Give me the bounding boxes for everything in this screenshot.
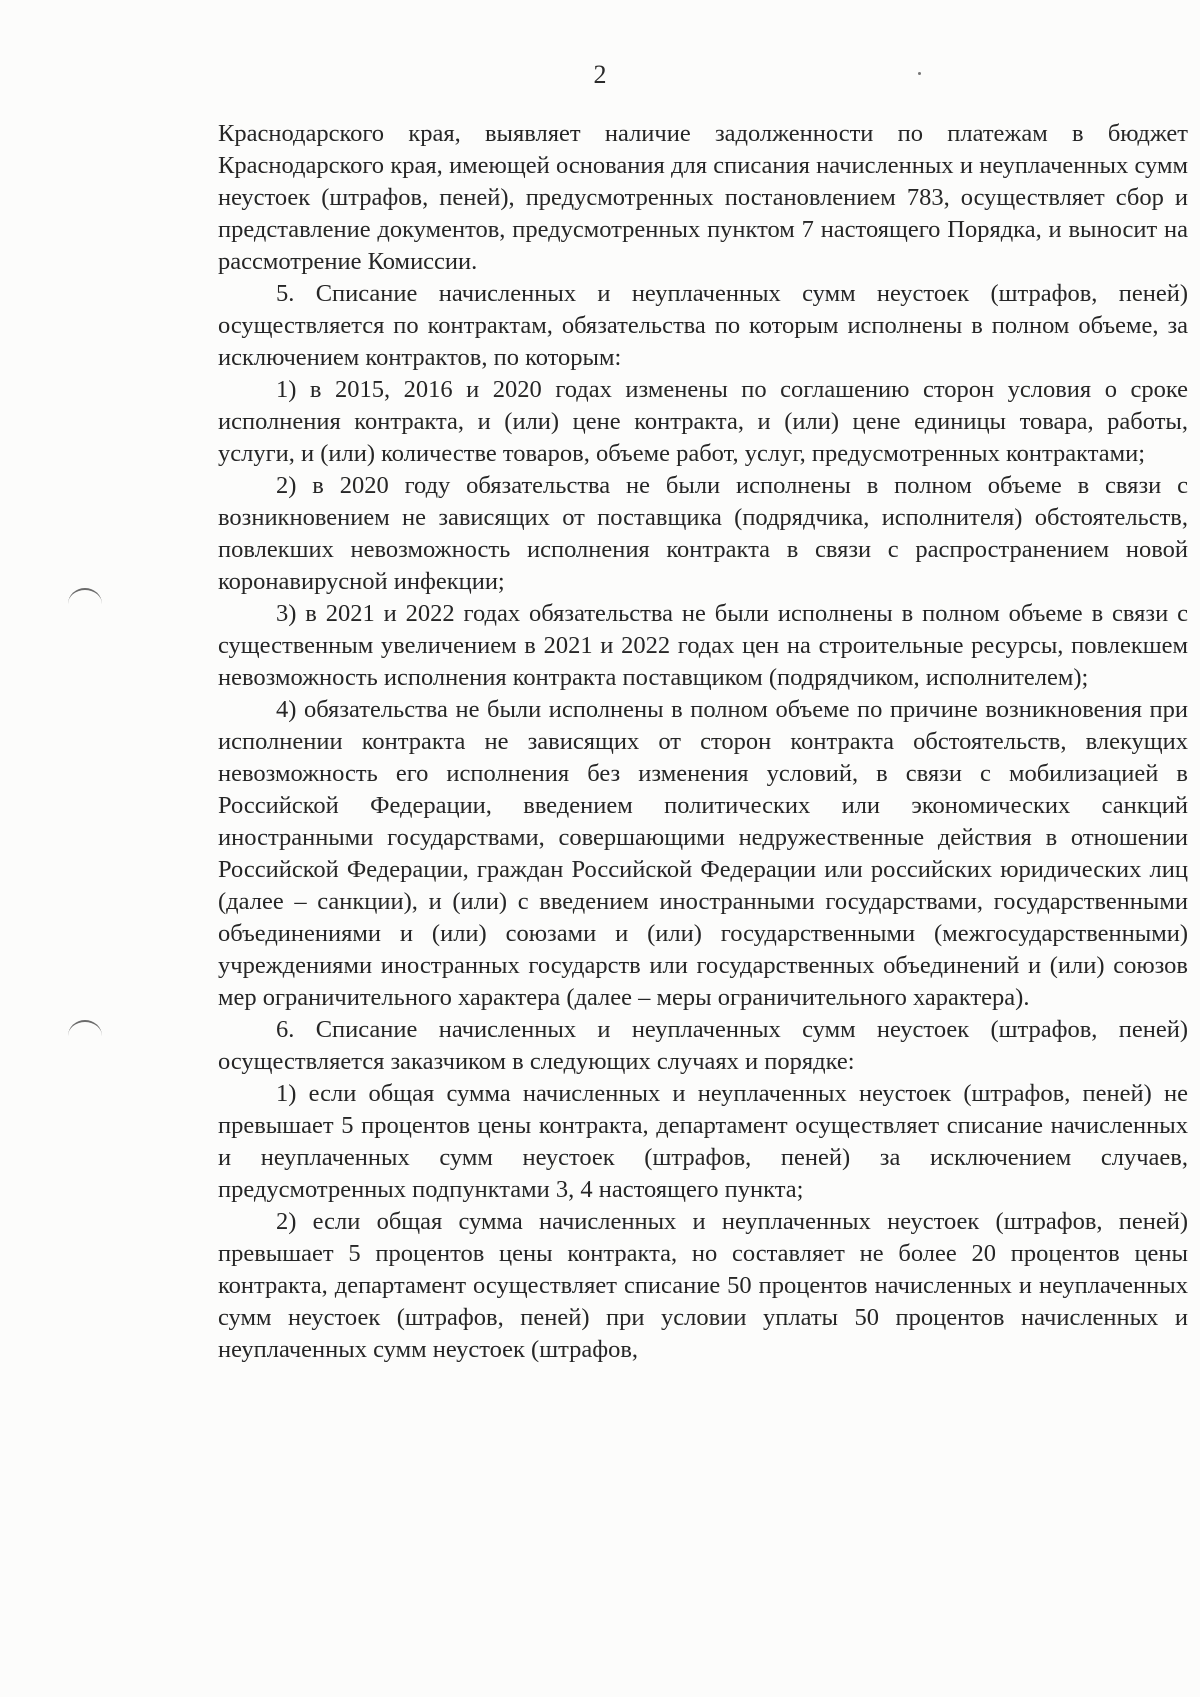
scan-speck xyxy=(918,72,921,75)
hole-punch-mark-upper xyxy=(68,588,102,604)
paragraph-item-5-4: 4) обязательства не были исполнены в полном объеме по причине возникновения при исполнении контракта не зависящих от сторон контракта обстоятельств, влекущих невозможность его исполнения без изменения условий, в связи с мобилизацией в Российской Федерации, введением политических или экономических санкций иностранными государствами, совершающими недружественные действия в отношении Российской Федерации, граждан Российской Федерации или российских юридических лиц (далее – санкции), и (или) с введением иностранными государствами, государственными объединениями и (или) союзами и (или) государственными (межгосударственными) учреждениями иностранных государств или государственных объединений и (или) союзов мер ограничительного характера (далее – меры ограничительного характера). xyxy=(218,696,1188,1011)
paragraph-item-5: 5. Списание начисленных и неуплаченных сумм неустоек (штрафов, пеней) осуществляется по контрактам, обязательства по которым исполнены в полном объеме, за исключением контрактов, по которым: xyxy=(218,280,1188,371)
paragraph-item-5-3: 3) в 2021 и 2022 годах обязательства не были исполнены в полном объеме в связи с существенным увеличением в 2021 и 2022 годах цен на строительные ресурсы, повлекшем невозможность исполнения контракта поставщиком (подрядчиком, исполнителем); xyxy=(218,600,1188,691)
paragraph-item-6-2: 2) если общая сумма начисленных и неуплаченных неустоек (штрафов, пеней) превышает 5 процентов цены контракта, но составляет не более 20 процентов цены контракта, департамент осуществляет списание 50 процентов начисленных и неуплаченных сумм неустоек (штрафов, пеней) при условии уплаты 50 процентов начисленных и неуплаченных сумм неустоек (штрафов, xyxy=(218,1208,1188,1363)
page-number: 2 xyxy=(593,60,607,89)
hole-punch-mark-lower xyxy=(68,1020,102,1036)
paragraph-item-5-2: 2) в 2020 году обязательства не были исполнены в полном объеме в связи с возникновением не зависящих от поставщика (подрядчика, исполнителя) обстоятельств, повлекших невозможность исполнения контракта в связи с распространением новой коронавирусной инфекции; xyxy=(218,472,1188,595)
paragraph-item-6: 6. Списание начисленных и неуплаченных сумм неустоек (штрафов, пеней) осуществляется заказчиком в следующих случаях и порядке: xyxy=(218,1016,1188,1075)
paragraph-item-5-1: 1) в 2015, 2016 и 2020 годах изменены по соглашению сторон условия о сроке исполнения контракта, и (или) цене контракта, и (или) цене единицы товара, работы, услуги, и (или) количестве товаров, объеме работ, услуг, предусмотренных контрактами; xyxy=(218,376,1188,467)
paragraph-continuation: Краснодарского края, выявляет наличие задолженности по платежам в бюджет Краснодарского края, имеющей основания для списания начисленных и неуплаченных сумм неустоек (штрафов, пеней), предусмотренных постановлением 783, осуществляет сбор и представление документов, предусмотренных пунктом 7 настоящего Порядка, и выносит на рассмотрение Комиссии. xyxy=(218,120,1188,275)
document-body xyxy=(218,118,1188,1366)
paragraph-item-6-1: 1) если общая сумма начисленных и неуплаченных неустоек (штрафов, пеней) не превышает 5 процентов цены контракта, департамент осуществляет списание начисленных и неуплаченных сумм неустоек (штрафов, пеней) за исключением случаев, предусмотренных подпунктами 3, 4 настоящего пункта; xyxy=(218,1080,1188,1203)
